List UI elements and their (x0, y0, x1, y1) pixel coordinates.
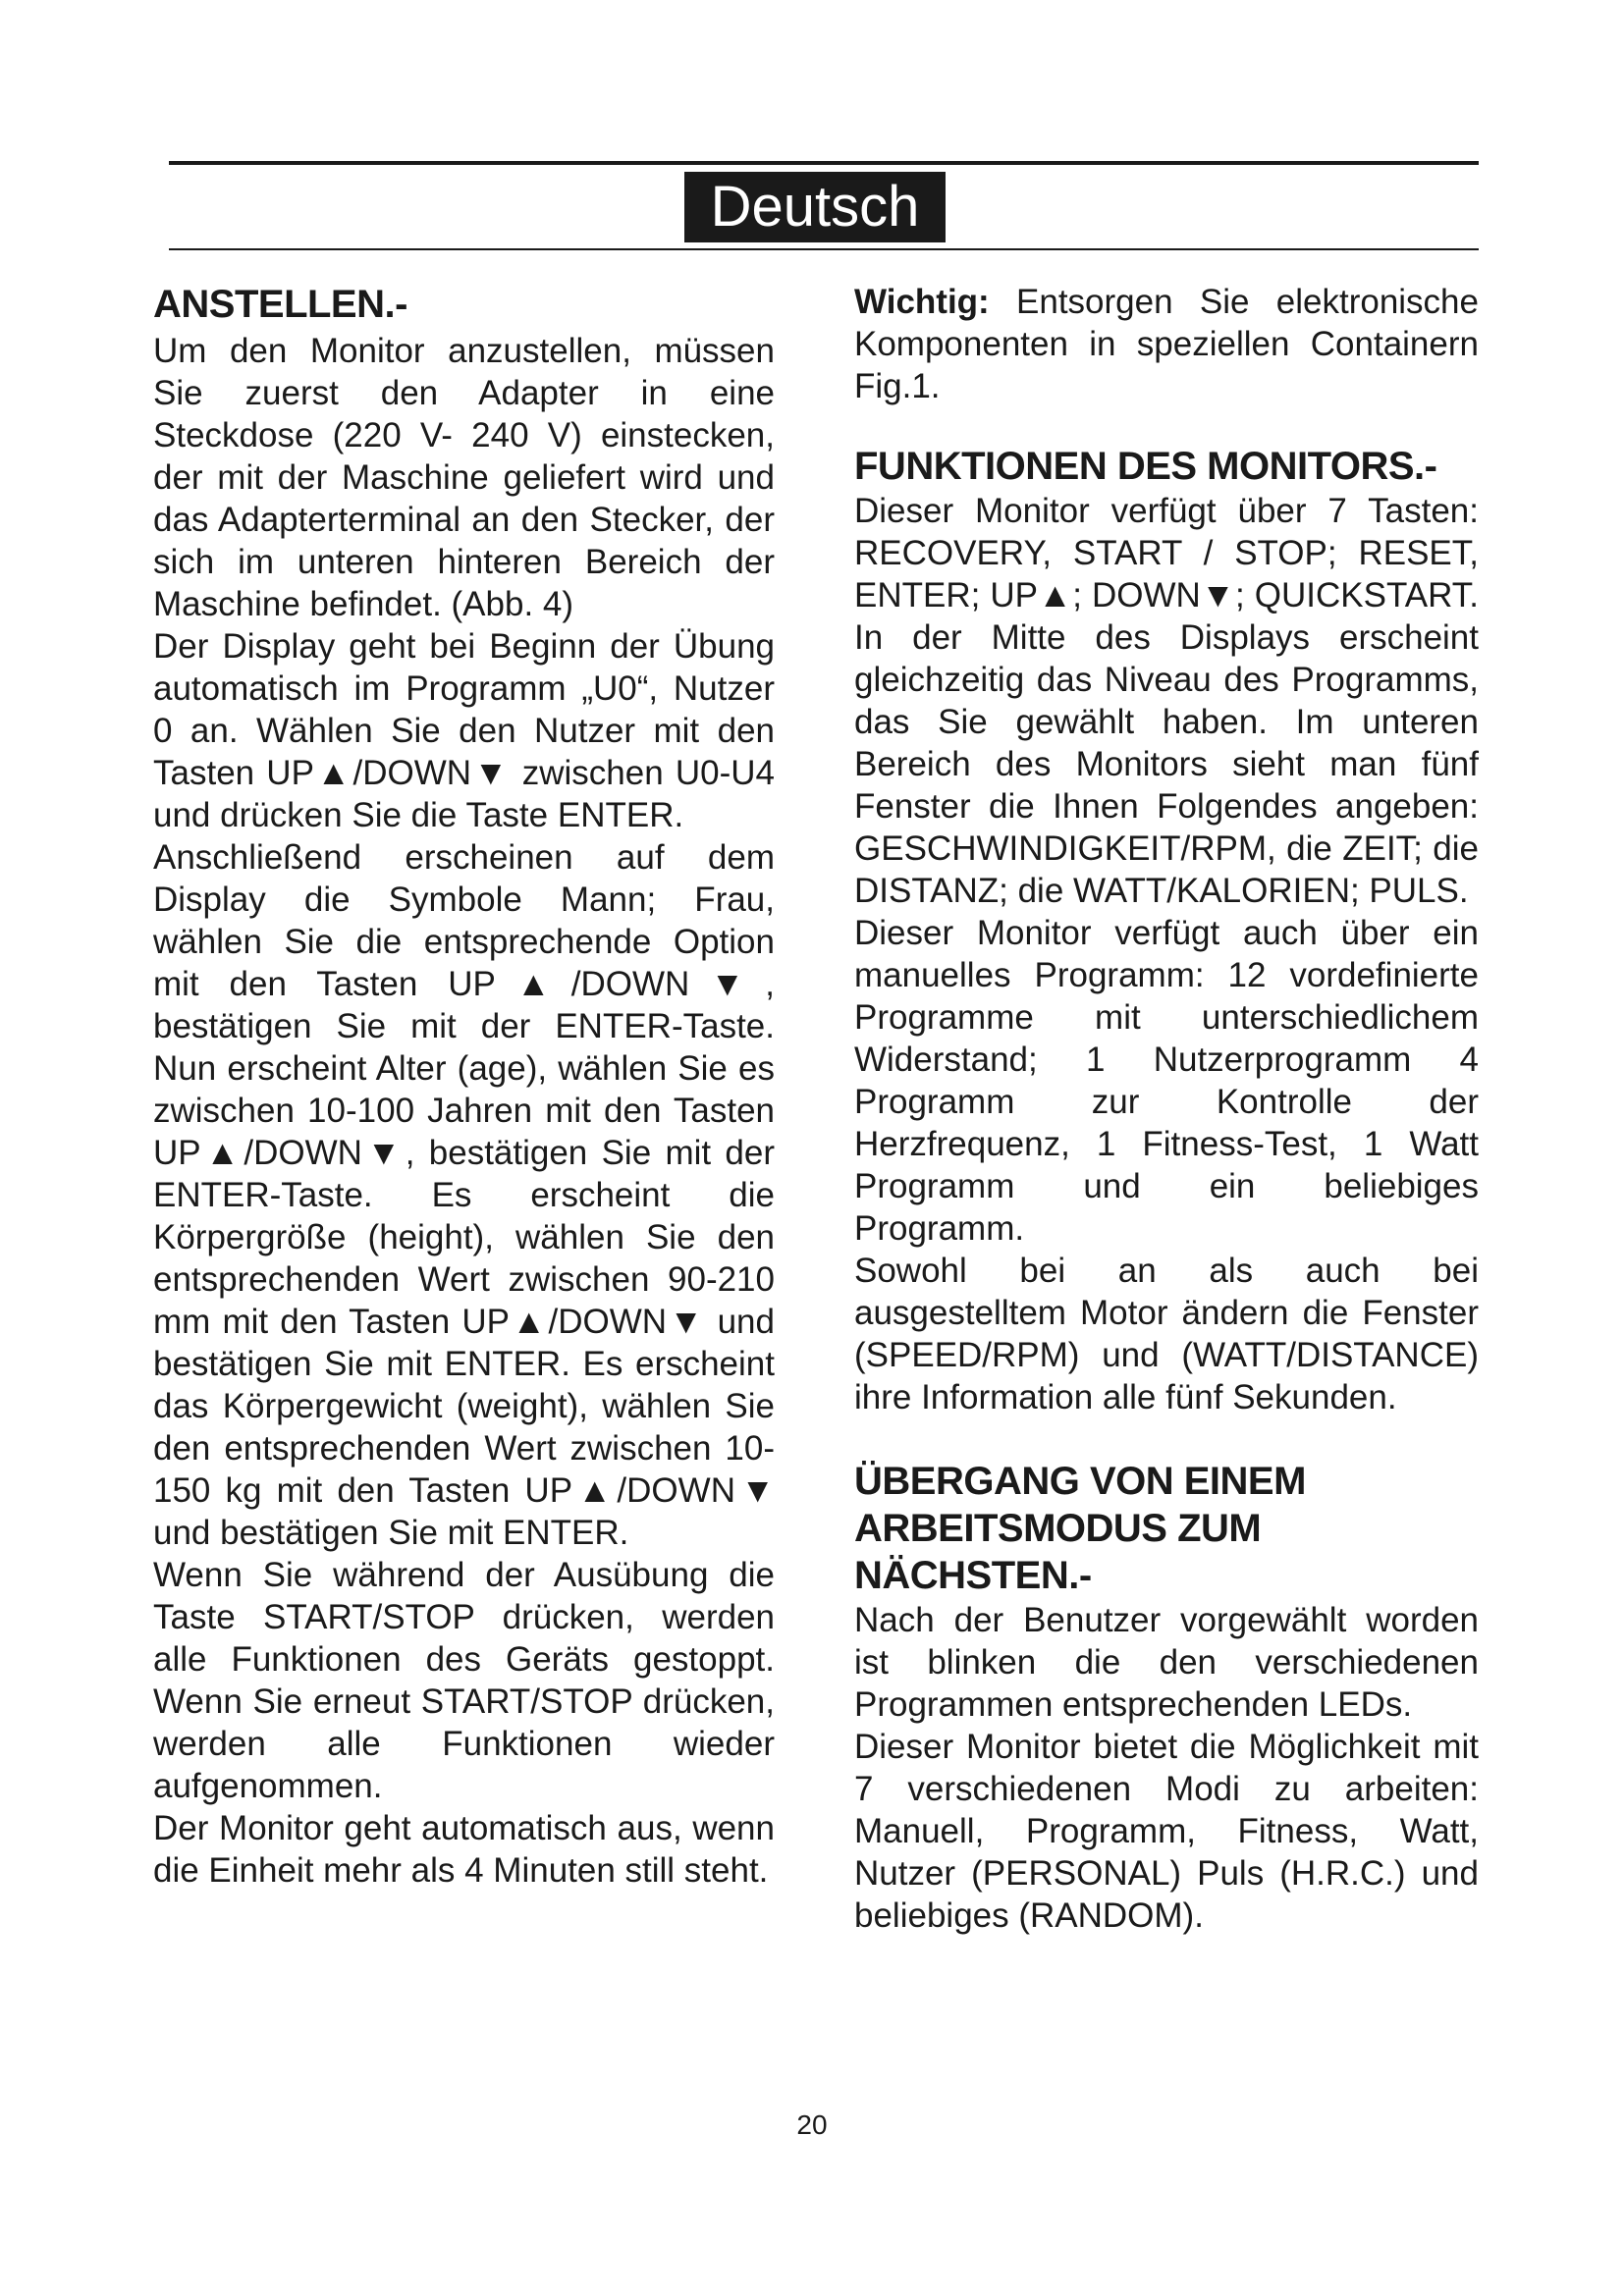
paragraph: Anschließend erscheinen auf dem Display die Symbole Mann; Frau, wählen Sie die entsprechende Option mit den Tasten UP▲/DOWN▼, bestätigen Sie mit der ENTER-Taste. Nun erscheint Alter (age), wählen Sie es zwischen 10-100 Jahren mit den Tasten UP▲/DOWN▼, bestätigen Sie mit der ENTER-Taste. Es erscheint die Körpergröße (height), wählen Sie den entsprechenden Wert zwischen 90-210 mm mit den Tasten UP▲/DOWN▼ und bestätigen Sie mit ENTER. Es erscheint das Körpergewicht (weight), wählen Sie den entsprechenden Wert zwischen 10-150 kg mit den Tasten UP▲/DOWN▼ und bestätigen Sie mit ENTER. (153, 838, 775, 1552)
left-column (153, 281, 775, 1892)
paragraph: Sowohl bei an als auch bei ausgestelltem Motor ändern die Fenster (SPEED/RPM) und (WATT/DISTANCE) ihre Information alle fünf Sekunden. (854, 1252, 1479, 1416)
paragraph: Dieser Monitor verfügt auch über ein manuelles Programm: 12 vordefinierte Programme mit unterschiedlichem Widerstand; 1 Nutzerprogramm 4 Programm zur Kontrolle der Herzfrequenz, 1 Fitness-Test, 1 Watt Programm und ein beliebiges Programm. (854, 914, 1479, 1248)
spacer (854, 1418, 1479, 1458)
section-heading-anstellen: ANSTELLEN.- (153, 283, 407, 326)
header-rule-top (169, 161, 1479, 165)
notice-label: Wichtig: (854, 283, 990, 321)
page-number: 20 (796, 2109, 828, 2140)
right-column (854, 281, 1479, 1937)
language-badge: Deutsch (684, 172, 946, 242)
paragraph: Dieser Monitor verfügt über 7 Tasten: RECOVERY, START / STOP; RESET, ENTER; UP▲; DOWN▼; QUICKSTART. In der Mitte des Displays erscheint gleichzeitig das Niveau des Programms, das Sie gewählt haben. Im unteren Bereich des Monitors sieht man fünf Fenster die Ihnen Folgendes angeben: GESCHWINDIGKEIT/RPM, die ZEIT; die DISTANZ; die WATT/KALORIEN; PULS. (854, 492, 1479, 910)
notice-text: Entsorgen Sie elektronische Komponenten in speziellen Containern Fig.1. (854, 283, 1479, 405)
section-heading-uebergang: ÜBERGANG VON EINEM ARBEITSMODUS ZUM NÄCHSTEN.- (854, 1460, 1306, 1597)
spacer (854, 407, 1479, 443)
notice-paragraph (854, 281, 1479, 407)
paragraph: Dieser Monitor bietet die Möglichkeit mit 7 verschiedenen Modi zu arbeiten: Manuell, Programm, Fitness, Watt, Nutzer (PERSONAL) Puls (H.R.C.) und beliebiges (RANDOM). (854, 1728, 1479, 1935)
paragraph: Der Display geht bei Beginn der Übung automatisch im Programm „U0“, Nutzer 0 an. Wählen Sie den Nutzer mit den Tasten UP▲/DOWN▼ zwischen U0-U4 und drücken Sie die Taste ENTER. (153, 627, 775, 834)
paragraph: Wenn Sie während der Ausübung die Taste START/STOP drücken, werden alle Funktionen des Geräts gestoppt. Wenn Sie erneut START/STOP drücken, werden alle Funktionen wieder aufgenommen. (153, 1556, 775, 1805)
paragraph: Der Monitor geht automatisch aus, wenn die Einheit mehr als 4 Minuten still steht. (153, 1809, 775, 1890)
paragraph: Um den Monitor anzustellen, müssen Sie zuerst den Adapter in eine Steckdose (220 V- 240 V) einstecken, der mit der Maschine geliefert wird und das Adapterterminal an den Stecker, der sich im unteren hinteren Bereich der Maschine befindet. (Abb. 4) (153, 332, 775, 623)
section-heading-funktionen: FUNKTIONEN DES MONITORS.- (854, 445, 1437, 488)
header-rule-bottom (169, 248, 1479, 250)
paragraph: Nach der Benutzer vorgewählt worden ist blinken die den verschiedenen Programmen entsprechenden LEDs. (854, 1601, 1479, 1724)
